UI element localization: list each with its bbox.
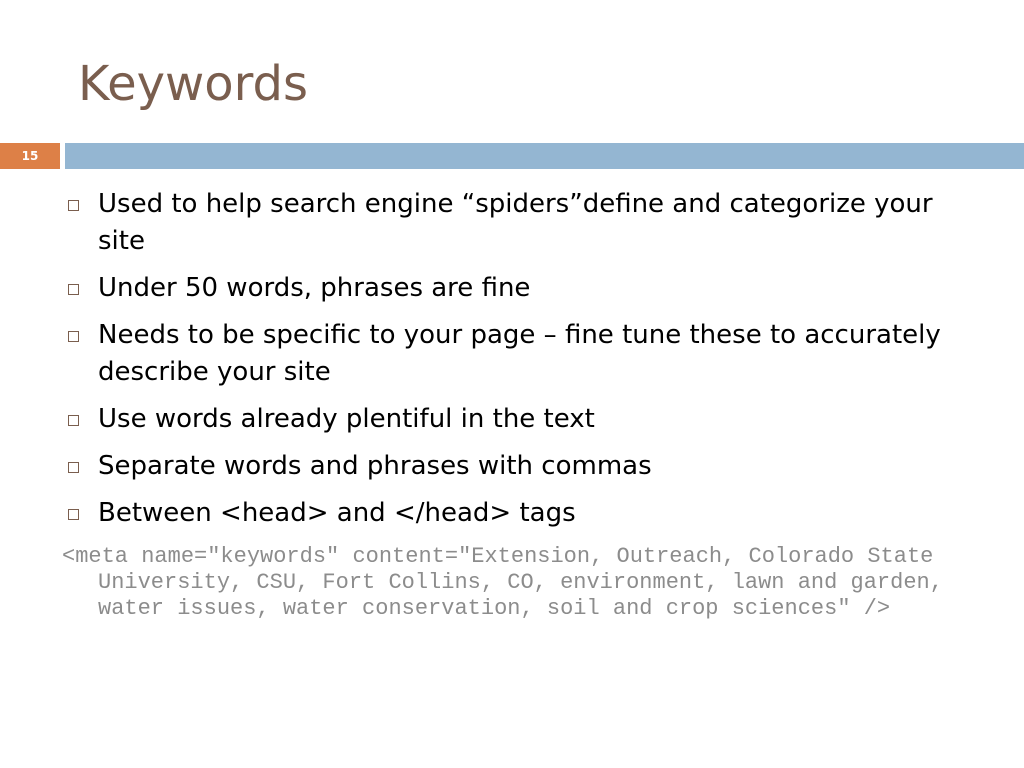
square-bullet-icon xyxy=(68,509,79,520)
slide-title: Keywords xyxy=(78,56,309,112)
bullet-item xyxy=(62,495,962,532)
bullet-text: Needs to be specific to your page – fine tune these to accurately describe your site xyxy=(98,320,941,387)
square-bullet-icon xyxy=(68,331,79,342)
square-bullet-icon xyxy=(68,200,79,211)
bullet-item xyxy=(62,186,962,260)
bullet-text: Used to help search engine “spiders”define and categorize your site xyxy=(98,189,933,256)
bullet-item xyxy=(62,401,962,438)
square-bullet-icon xyxy=(68,415,79,426)
slide-number-badge: 15 xyxy=(0,143,60,169)
bullet-list xyxy=(62,186,962,542)
square-bullet-icon xyxy=(68,462,79,473)
bullet-text: Use words already plentiful in the text xyxy=(98,404,595,434)
bullet-text: Under 50 words, phrases are fine xyxy=(98,273,531,303)
meta-keywords-code-example: <meta name="keywords" content="Extension, Outreach, Colorado State University, CSU, Fort Collins, CO, environment, lawn and garden, water issues, water conservation, soil and crop sciences" /> xyxy=(62,544,943,621)
bullet-item xyxy=(62,448,962,485)
title-accent-bar xyxy=(65,143,1024,169)
bullet-item xyxy=(62,270,962,307)
square-bullet-icon xyxy=(68,284,79,295)
bullet-text: Separate words and phrases with commas xyxy=(98,451,652,481)
bullet-item xyxy=(62,317,962,391)
bullet-text: Between <head> and </head> tags xyxy=(98,498,576,528)
